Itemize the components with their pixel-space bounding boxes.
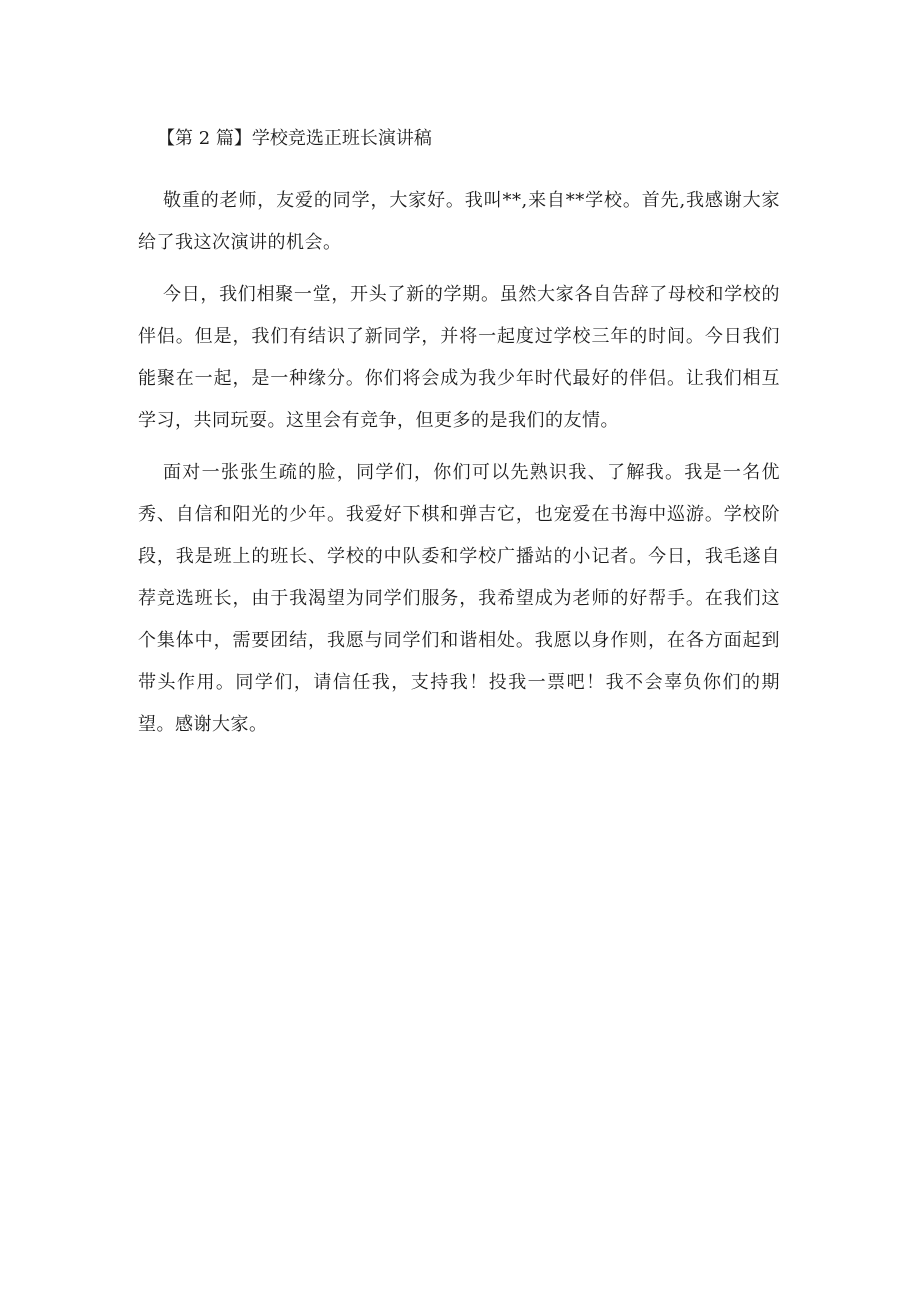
- document-body: [138, 118, 780, 746]
- document-heading: 【第 2 篇】学校竞选正班长演讲稿: [157, 128, 432, 149]
- paragraph-greeting: 敬重的老师，友爱的同学，大家好。我叫**,来自**学校。首先,我感谢大家给了我这次演讲的机会。: [138, 190, 780, 253]
- paragraph-new-semester: 今日，我们相聚一堂，开头了新的学期。虽然大家各自告辞了母校和学校的伴侣。但是，我们有结识了新同学，并将一起度过学校三年的时间。今日我们能聚在一起，是一种缘分。你们将会成为我少年时代最好的伴侣。让我们相互学习，共同玩耍。这里会有竞争，但更多的是我们的友情。: [138, 284, 780, 431]
- paragraph-self-introduction: 面对一张张生疏的脸，同学们，你们可以先熟识我、了解我。我是一名优秀、自信和阳光的少年。我爱好下棋和弹吉它，也宠爱在书海中巡游。学校阶段，我是班上的班长、学校的中队委和学校广播站的小记者。今日，我毛遂自荐竞选班长，由于我渴望为同学们服务，我希望成为老师的好帮手。在我们这个集体中，需要团结，我愿与同学们和谐相处。我愿以身作则，在各方面起到带头作用。同学们，请信任我，支持我！投我一票吧！我不会辜负你们的期望。感谢大家。: [138, 462, 780, 735]
